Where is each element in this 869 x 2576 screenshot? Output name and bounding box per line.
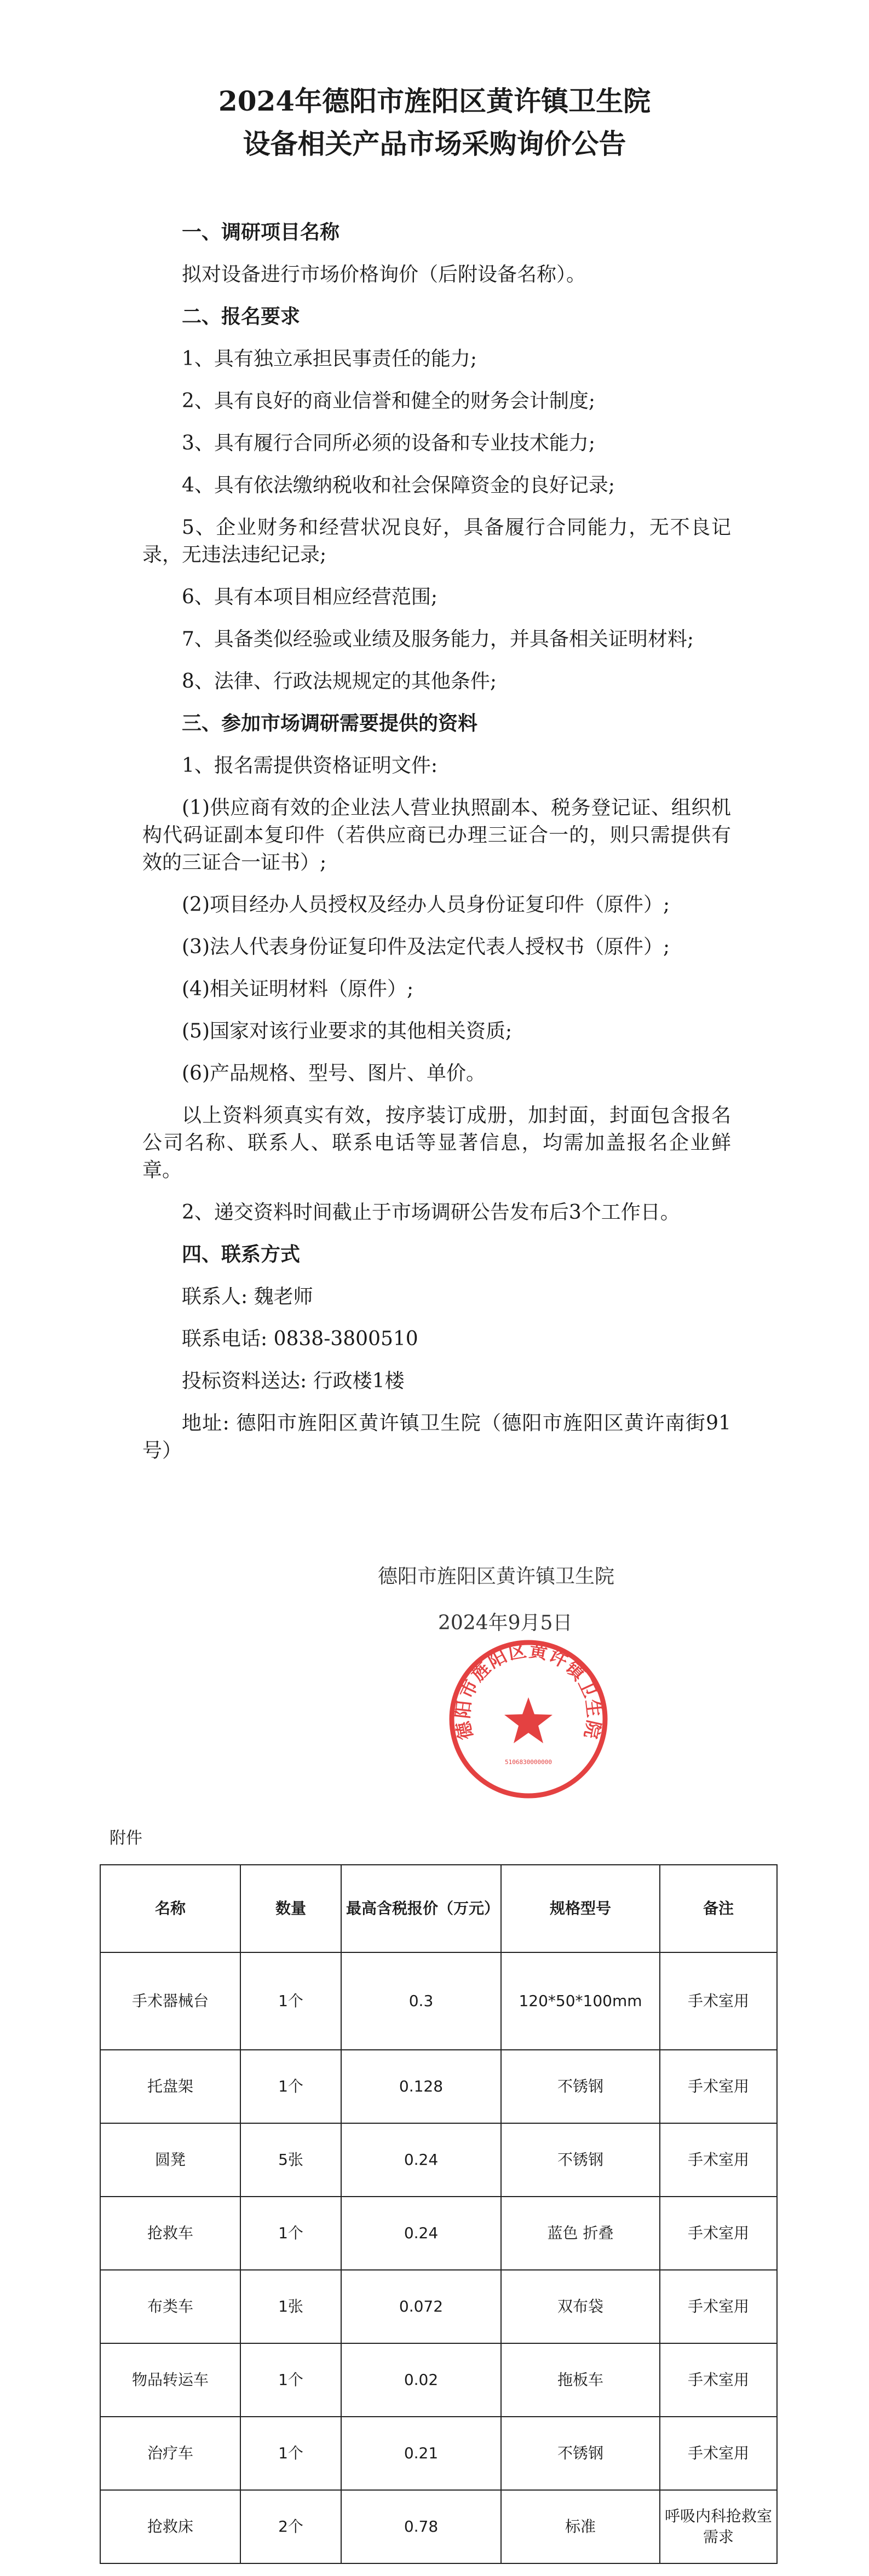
- table-cell: 手术室用: [660, 2417, 777, 2490]
- paragraph: 3、具有履行合同所必须的设备和专业技术能力;: [182, 432, 596, 454]
- paragraph: 2、递交资料时间截止于市场调研公告发布后3个工作日。: [182, 1201, 680, 1224]
- paragraph: 地址: 德阳市旌阳区黄许镇卫生院（德阳市旌阳区黄许南街91号）: [142, 1412, 731, 1462]
- signature-date: 2024年9月5日: [438, 1612, 573, 1634]
- table-cell: 手术器械台: [100, 1952, 240, 2050]
- table-cell: 抢救床: [100, 2490, 240, 2563]
- table-cell: 0.128: [341, 2050, 501, 2123]
- official-stamp-icon: [446, 1637, 611, 1801]
- section-heading: 二、报名要求: [182, 306, 301, 328]
- table-cell: 0.24: [341, 2123, 501, 2197]
- table-header-cell: 最高含税报价（万元）: [341, 1865, 501, 1952]
- signature-org: 德阳市旌阳区黄许镇卫生院: [378, 1565, 615, 1588]
- table-cell: 1张: [240, 2270, 341, 2343]
- table-cell: 蓝色 折叠: [501, 2197, 660, 2270]
- table-header-cell: 名称: [100, 1865, 240, 1952]
- document-body: [142, 219, 731, 1652]
- svg-text:5106830000000: 5106830000000: [504, 1759, 553, 1766]
- table-row: [100, 2343, 777, 2417]
- table-row: [100, 2417, 777, 2490]
- table-cell: 拖板车: [501, 2343, 660, 2417]
- table-cell: 1个: [240, 2050, 341, 2123]
- table-cell: 0.02: [341, 2343, 501, 2417]
- table-cell: 不锈钢: [501, 2417, 660, 2490]
- table-header-cell: 备注: [660, 1865, 777, 1952]
- section-heading: 四、联系方式: [182, 1243, 301, 1266]
- section-heading: 一、调研项目名称: [182, 221, 340, 244]
- table-cell: 1个: [240, 2417, 341, 2490]
- table-cell: 0.21: [341, 2417, 501, 2490]
- table-cell: 托盘架: [100, 2050, 240, 2123]
- paragraph: 2、具有良好的商业信誉和健全的财务会计制度;: [182, 390, 596, 412]
- table-header-cell: 规格型号: [501, 1865, 660, 1952]
- section-heading: 三、参加市场调研需要提供的资料: [182, 712, 478, 735]
- paragraph: 联系人: 魏老师: [182, 1286, 313, 1308]
- table-row: [100, 2050, 777, 2123]
- table-cell: 5张: [240, 2123, 341, 2197]
- paragraph: 4、具有依法缴纳税收和社会保障资金的良好记录;: [182, 474, 615, 497]
- table-cell: 物品转运车: [100, 2343, 240, 2417]
- paragraph: (2)项目经办人员授权及经办人员身份证复印件（原件）;: [182, 894, 670, 916]
- table-row: [100, 2123, 777, 2197]
- table-cell: 双布袋: [501, 2270, 660, 2343]
- paragraph: 联系电话: 0838-3800510: [182, 1328, 418, 1350]
- table-row: [100, 2270, 777, 2343]
- paragraph: 5、企业财务和经营状况良好，具备履行合同能力，无不良记录，无违法违纪记录;: [142, 516, 731, 566]
- table-cell: 呼吸内科抢救室需求: [660, 2490, 777, 2563]
- table-cell: 手术室用: [660, 2050, 777, 2123]
- table-cell: 1个: [240, 2343, 341, 2417]
- document-title-line2: 设备相关产品市场采购询价公告: [243, 128, 626, 160]
- paragraph: (4)相关证明材料（原件）;: [182, 978, 414, 1000]
- table-cell: 0.24: [341, 2197, 501, 2270]
- paragraph: 投标资料送达: 行政楼1楼: [182, 1370, 405, 1392]
- table-cell: 0.3: [341, 1952, 501, 2050]
- table-row: [100, 1952, 777, 2050]
- table-row: [100, 2490, 777, 2563]
- paragraph: (5)国家对该行业要求的其他相关资质;: [182, 1020, 513, 1042]
- paragraph: (3)法人代表身份证复印件及法定代表人授权书（原件）;: [182, 936, 670, 958]
- table-cell: 不锈钢: [501, 2123, 660, 2197]
- table-cell: 布类车: [100, 2270, 240, 2343]
- paragraph: (6)产品规格、型号、图片、单价。: [182, 1062, 486, 1085]
- paragraph: 以上资料须真实有效，按序装订成册，加封面，封面包含报名公司名称、联系人、联系电话等显著信息，均需加盖报名企业鲜章。: [142, 1104, 731, 1182]
- table-cell: 120*50*100mm: [501, 1952, 660, 2050]
- paragraph: 1、报名需提供资格证明文件:: [182, 754, 438, 777]
- table-cell: 1个: [240, 2197, 341, 2270]
- table-cell: 0.072: [341, 2270, 501, 2343]
- paragraph: (1)供应商有效的企业法人营业执照副本、税务登记证、组织机构代码证副本复印件（若供应商已办理三证合一的，则只需提供有效的三证合一证书）;: [142, 797, 731, 874]
- paragraph: 8、法律、行政法规规定的其他条件;: [182, 670, 497, 693]
- table-header-cell: 数量: [240, 1865, 341, 1952]
- table-cell: 手术室用: [660, 1952, 777, 2050]
- document-title-line1: 2024年德阳市旌阳区黄许镇卫生院: [218, 85, 651, 117]
- table-cell: 2个: [240, 2490, 341, 2563]
- table-cell: 标准: [501, 2490, 660, 2563]
- table-cell: 圆凳: [100, 2123, 240, 2197]
- table-cell: 手术室用: [660, 2123, 777, 2197]
- table-cell: 治疗车: [100, 2417, 240, 2490]
- table-cell: 手术室用: [660, 2270, 777, 2343]
- svg-text:德阳市旌阳区黄许镇卫生院: 德阳市旌阳区黄许镇卫生院: [451, 1639, 606, 1742]
- table-header-row: [100, 1865, 777, 1952]
- attachment-label: 附件: [110, 1829, 142, 1848]
- paragraph: 6、具有本项目相应经营范围;: [182, 586, 438, 608]
- table-row: [100, 2197, 777, 2270]
- table-cell: 手术室用: [660, 2343, 777, 2417]
- equipment-table: [100, 1864, 778, 2564]
- paragraph: 拟对设备进行市场价格询价（后附设备名称）。: [182, 263, 586, 286]
- table-cell: 手术室用: [660, 2197, 777, 2270]
- table-cell: 不锈钢: [501, 2050, 660, 2123]
- table-cell: 0.78: [341, 2490, 501, 2563]
- paragraph: 7、具备类似经验或业绩及服务能力，并具备相关证明材料;: [182, 628, 694, 650]
- paragraph: 1、具有独立承担民事责任的能力;: [182, 348, 477, 370]
- table-cell: 抢救车: [100, 2197, 240, 2270]
- table-cell: 1个: [240, 1952, 341, 2050]
